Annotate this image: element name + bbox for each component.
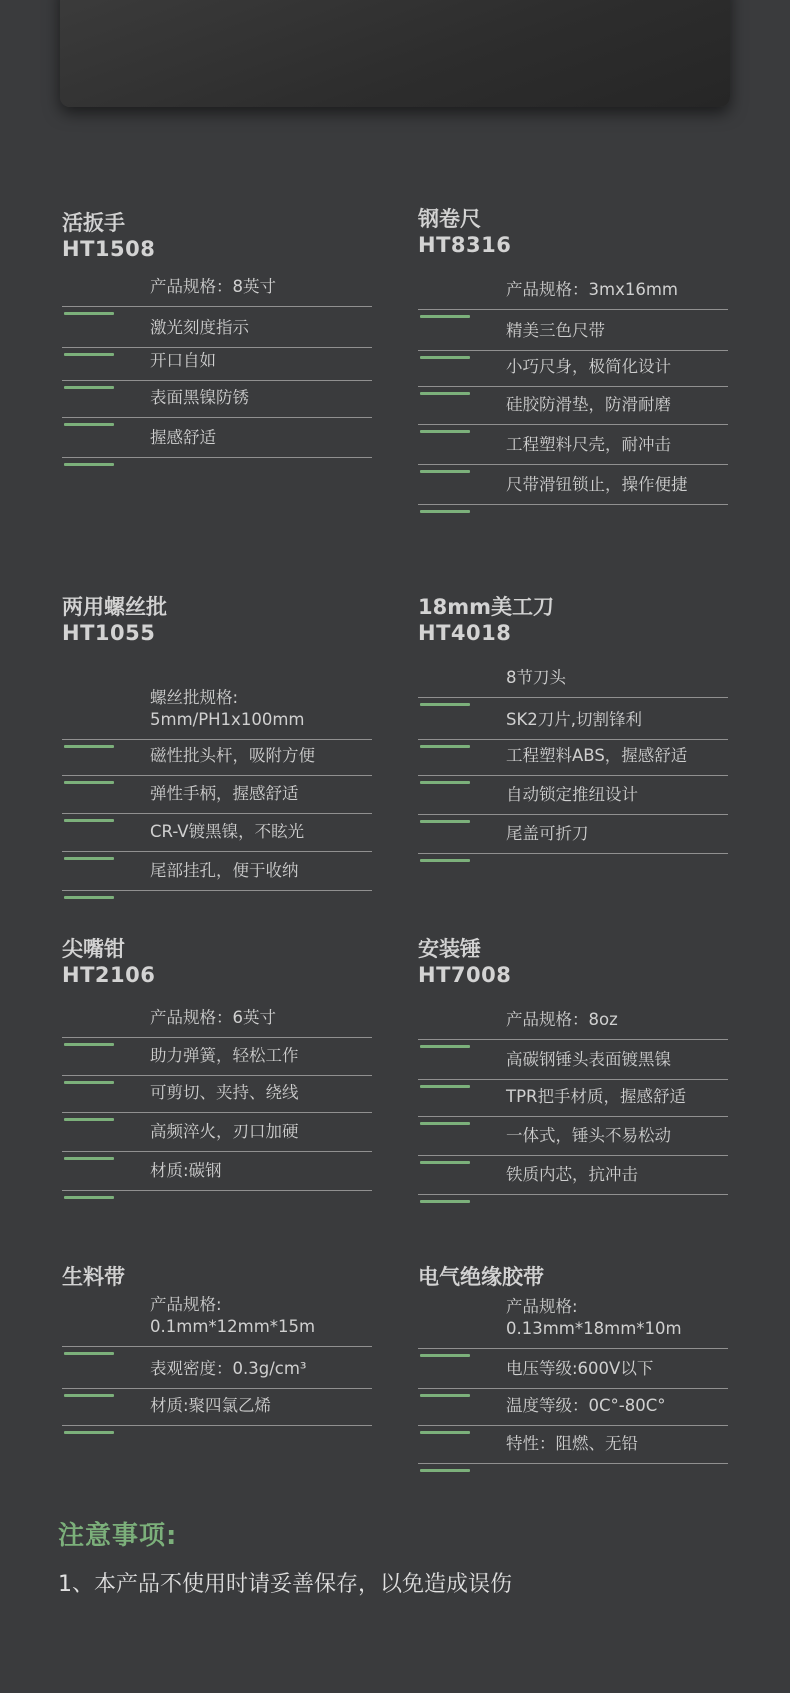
feature-marker xyxy=(64,896,114,899)
product-model: HT4018 xyxy=(418,621,512,645)
feature-text: 可剪切、夹持、绕线 xyxy=(150,1083,299,1102)
feature-text: 螺丝批规格: 5mm/PH1x100mm xyxy=(150,688,305,729)
product-card-screwdriver xyxy=(62,594,372,880)
feature-marker xyxy=(64,1196,114,1199)
feature-text: 弹性手柄，握感舒适 xyxy=(150,784,299,803)
feature-item xyxy=(62,307,372,348)
feature-item xyxy=(62,1076,372,1113)
feature-text: 工程塑料ABS，握感舒适 xyxy=(506,746,688,765)
feature-item xyxy=(418,776,728,815)
feature-text: 高频淬火，刃口加硬 xyxy=(150,1122,299,1141)
feature-marker xyxy=(420,1469,470,1472)
product-image-panel xyxy=(60,0,730,107)
product-model: HT7008 xyxy=(418,963,512,987)
feature-text: 产品规格：8英寸 xyxy=(150,277,276,296)
feature-item xyxy=(62,348,372,381)
feature-text: 产品规格：8oz xyxy=(506,1010,618,1029)
feature-item xyxy=(62,1113,372,1152)
feature-text: 精美三色尺带 xyxy=(506,321,605,340)
feature-text: 铁质内芯，抗冲击 xyxy=(506,1165,638,1184)
feature-item xyxy=(62,644,372,740)
feature-list xyxy=(62,644,372,891)
feature-text: 产品规格：3mx16mm xyxy=(506,280,678,299)
product-name: 安装锤 xyxy=(418,937,481,961)
feature-item xyxy=(418,1294,728,1349)
feature-text: 产品规格: 0.13mm*18mm*10m xyxy=(506,1297,682,1338)
feature-item xyxy=(418,310,728,351)
feature-text: 材质:聚四氯乙烯 xyxy=(150,1396,272,1415)
feature-item xyxy=(62,776,372,814)
product-card-utility-knife xyxy=(418,594,728,843)
product-card-insulating-tape xyxy=(418,1264,728,1453)
feature-item xyxy=(62,1347,372,1389)
feature-text: 小巧尺身，极简化设计 xyxy=(506,357,671,376)
feature-item xyxy=(418,1389,728,1426)
feature-item xyxy=(418,644,728,698)
product-model: HT2106 xyxy=(62,963,156,987)
feature-item xyxy=(418,268,728,310)
feature-item xyxy=(62,852,372,891)
feature-text: 握感舒适 xyxy=(150,428,216,447)
feature-marker xyxy=(420,1200,470,1203)
feature-item xyxy=(418,465,728,505)
feature-text: 助力弹簧，轻松工作 xyxy=(150,1046,299,1065)
feature-text: 表观密度：0.3g/cm³ xyxy=(150,1359,307,1378)
product-model: HT8316 xyxy=(418,233,512,257)
feature-item xyxy=(62,988,372,1038)
notice-line: 1、本产品不使用时请妥善保存，以免造成误伤 xyxy=(58,1572,512,1597)
feature-text: 磁性批头杆，吸附方便 xyxy=(150,746,315,765)
feature-item xyxy=(418,988,728,1040)
feature-text: CR-V镀黑镍，不眩光 xyxy=(150,822,305,841)
feature-item xyxy=(418,387,728,425)
feature-item xyxy=(62,418,372,458)
feature-item xyxy=(62,1294,372,1347)
product-card-ptfe-tape xyxy=(62,1264,372,1415)
feature-text: 温度等级：0C°-80C° xyxy=(506,1396,666,1415)
feature-item xyxy=(62,381,372,418)
feature-text: 尺带滑钮锁止，操作便捷 xyxy=(506,475,688,494)
feature-text: 电压等级:600V以下 xyxy=(506,1359,654,1378)
product-card-wrench xyxy=(62,210,372,447)
feature-list xyxy=(62,1294,372,1426)
product-name: 电气绝缘胶带 xyxy=(418,1265,544,1289)
feature-list xyxy=(62,988,372,1191)
product-card-hammer xyxy=(418,936,728,1184)
feature-text: SK2刀片,切割锋利 xyxy=(506,710,643,729)
feature-list xyxy=(418,268,728,505)
feature-text: 产品规格：6英寸 xyxy=(150,1008,276,1027)
feature-text: 开口自如 xyxy=(150,351,216,370)
feature-item xyxy=(418,1426,728,1464)
feature-item xyxy=(418,1080,728,1117)
notice-title: 注意事项: xyxy=(58,1521,178,1551)
feature-text: 材质:碳钢 xyxy=(150,1161,222,1180)
feature-list xyxy=(418,988,728,1195)
feature-text: 硅胶防滑垫，防滑耐磨 xyxy=(506,395,671,414)
feature-text: 激光刻度指示 xyxy=(150,318,249,337)
feature-marker xyxy=(420,510,470,513)
feature-item xyxy=(418,698,728,740)
product-card-pliers xyxy=(62,936,372,1180)
feature-text: 8节刀头 xyxy=(506,668,566,687)
feature-text: 表面黑镍防锈 xyxy=(150,388,249,407)
feature-item xyxy=(418,425,728,465)
feature-marker xyxy=(64,463,114,466)
product-card-tape-measure xyxy=(418,206,728,494)
feature-text: 产品规格: 0.1mm*12mm*15m xyxy=(150,1295,316,1336)
feature-text: 工程塑料尺壳，耐冲击 xyxy=(506,435,671,454)
feature-marker xyxy=(420,859,470,862)
feature-text: 尾部挂孔，便于收纳 xyxy=(150,861,299,880)
feature-list xyxy=(418,1294,728,1464)
feature-text: 自动锁定推纽设计 xyxy=(506,785,638,804)
feature-item xyxy=(418,1040,728,1080)
feature-text: TPR把手材质，握感舒适 xyxy=(506,1087,686,1106)
product-name: 钢卷尺 xyxy=(418,207,481,231)
feature-item xyxy=(418,1117,728,1156)
product-name: 两用螺丝批 xyxy=(62,595,167,619)
product-name: 18mm美工刀 xyxy=(418,595,554,619)
product-model: HT1508 xyxy=(62,237,156,261)
feature-item xyxy=(62,740,372,776)
feature-text: 尾盖可折刀 xyxy=(506,824,589,843)
feature-marker xyxy=(64,1431,114,1434)
product-name: 生料带 xyxy=(62,1265,125,1289)
feature-list xyxy=(62,272,372,458)
feature-item xyxy=(418,740,728,776)
feature-item xyxy=(62,1389,372,1426)
feature-item xyxy=(418,1349,728,1389)
feature-item xyxy=(418,815,728,854)
product-name: 尖嘴钳 xyxy=(62,937,125,961)
feature-item xyxy=(62,1038,372,1076)
feature-item xyxy=(62,814,372,852)
product-model: HT1055 xyxy=(62,621,156,645)
feature-item xyxy=(62,272,372,307)
feature-item xyxy=(418,351,728,387)
product-name: 活扳手 xyxy=(62,211,125,235)
feature-text: 特性：阻燃、无铅 xyxy=(506,1434,638,1453)
feature-list xyxy=(418,644,728,854)
feature-text: 高碳钢锤头表面镀黑镍 xyxy=(506,1050,671,1069)
feature-item xyxy=(62,1152,372,1191)
feature-text: 一体式，锤头不易松动 xyxy=(506,1126,671,1145)
feature-item xyxy=(418,1156,728,1195)
